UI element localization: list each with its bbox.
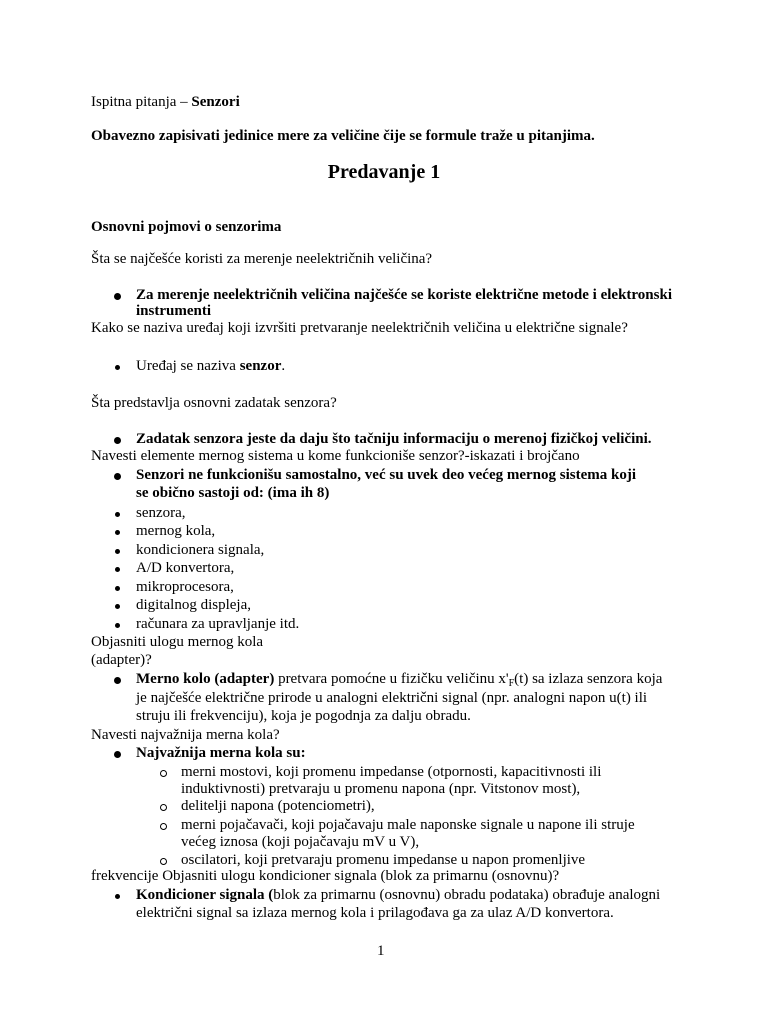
bullet-marker (115, 567, 120, 572)
answer-2-end: . (281, 358, 286, 374)
question-1: Šta se najčešće koristi za merenje neelektričnih veličina? (91, 251, 433, 267)
answer-5-line-3: struju ili frekvenciju), koja je pogodnja za dalju obradu. (136, 708, 471, 724)
question-2: Kako se naziva uređaj koji izvršiti pretvaranje neelektričnih veličina u električne signale? (91, 320, 628, 336)
bullet-marker (115, 365, 120, 370)
bullet-marker (115, 604, 120, 609)
units-notice: Obavezno zapisivati jedinice mere za veličine čije se formule traže u pitanjima. (91, 128, 595, 144)
sub-bullet-marker (160, 858, 167, 865)
bullet-marker (114, 751, 121, 758)
sub-list-item-continued: induktivnosti) pretvaraju u promenu napona (npr. Vitstonov most), (181, 781, 581, 797)
answer-5-text: pretvara pomoćne u fizičku veličinu x' (274, 671, 509, 687)
list-item: A/D konvertora, (136, 560, 235, 576)
answer-2 (136, 357, 285, 375)
answer-5-term: Merno kolo (adapter) (136, 671, 275, 687)
sub-bullet-marker (160, 770, 167, 777)
answer-1-line-2: instrumenti (136, 303, 211, 319)
document-header (91, 93, 240, 111)
bullet-marker (114, 677, 121, 684)
bullet-marker (115, 586, 120, 591)
bullet-marker (115, 530, 120, 535)
sub-bullet-marker (160, 823, 167, 830)
question-5-line-2: (adapter)? (91, 652, 152, 668)
answer-2-text: Uređaj se naziva (136, 358, 240, 374)
page-number: 1 (377, 943, 385, 959)
list-item: računara za upravljanje itd. (136, 616, 300, 632)
bullet-marker (114, 473, 121, 480)
question-4: Navesti elemente mernog sistema u kome funkcioniše senzor?-iskazati i brojčano (91, 448, 580, 464)
answer-2-term: senzor (239, 358, 282, 374)
answer-6: Najvažnija merna kola su: (136, 745, 306, 761)
sub-list-item: delitelji napona (potenciometri), (181, 798, 375, 814)
question-7: frekvencije Objasniti ulogu kondicioner signala (blok za primarnu (osnovnu)? (91, 868, 560, 884)
section-title: Osnovni pojmovi o senzorima (91, 219, 282, 235)
subscript: F (508, 678, 515, 689)
header-subject: Senzori (191, 94, 240, 110)
list-item: senzora, (136, 505, 186, 521)
question-6: Navesti najvažnija merna kola? (91, 727, 280, 743)
bullet-marker (115, 512, 120, 517)
list-item: kondicionera signala, (136, 542, 265, 558)
answer-5-line-1 (136, 670, 662, 688)
list-item: digitalnog displeja, (136, 597, 251, 613)
answer-7-text: blok za primarnu (osnovnu) obradu podataka) obrađuje analogni (273, 887, 661, 903)
answer-7-term: Kondicioner signala ( (136, 887, 274, 903)
bullet-marker (114, 293, 121, 300)
list-item: mikroprocesora, (136, 579, 234, 595)
sub-bullet-marker (160, 804, 167, 811)
sub-list-item: merni pojačavači, koji pojačavaju male naponske signale u napone ili struje (181, 817, 635, 833)
bullet-marker (115, 549, 120, 554)
question-3: Šta predstavlja osnovni zadatak senzora? (91, 395, 337, 411)
answer-4-line-2: se obično sastoji od: (ima ih 8) (136, 485, 330, 501)
bullet-marker (115, 894, 120, 899)
answer-1-line-1: Za merenje neelektričnih veličina najčešće se koriste električne metode i elektronski (136, 287, 672, 303)
answer-5-text-end: (t) sa izlaza senzora koja (514, 671, 663, 687)
answer-3: Zadatak senzora jeste da daju što tačniju informaciju o merenoj fizičkoj veličini. (136, 431, 652, 447)
answer-7-line-2: električni signal sa izlaza mernog kola i prilagođava ga za ulaz A/D konvertora. (136, 905, 614, 921)
bullet-marker (114, 437, 121, 444)
sub-list-item: oscilatori, koji pretvaraju promenu impedanse u napon promenljive (181, 852, 586, 868)
answer-5-line-2: je najčešće električne prirode u analogni električni signal (npr. analogni napon u(t) ili (136, 690, 648, 706)
bullet-marker (115, 623, 120, 628)
header-prefix: Ispitna pitanja – (91, 94, 192, 110)
sub-list-item: merni mostovi, koji promenu impedanse (otpornosti, kapacitivnosti ili (181, 764, 602, 780)
answer-4-line-1: Senzori ne funkcionišu samostalno, već su uvek deo većeg mernog sistema koji (136, 467, 636, 483)
list-item: mernog kola, (136, 523, 216, 539)
question-5-line-1: Objasniti ulogu mernog kola (91, 634, 264, 650)
answer-7-line-1 (136, 886, 660, 904)
lecture-title: Predavanje 1 (327, 161, 441, 183)
sub-list-item-continued: većeg iznosa (koji pojačavaju mV u V), (181, 834, 420, 850)
